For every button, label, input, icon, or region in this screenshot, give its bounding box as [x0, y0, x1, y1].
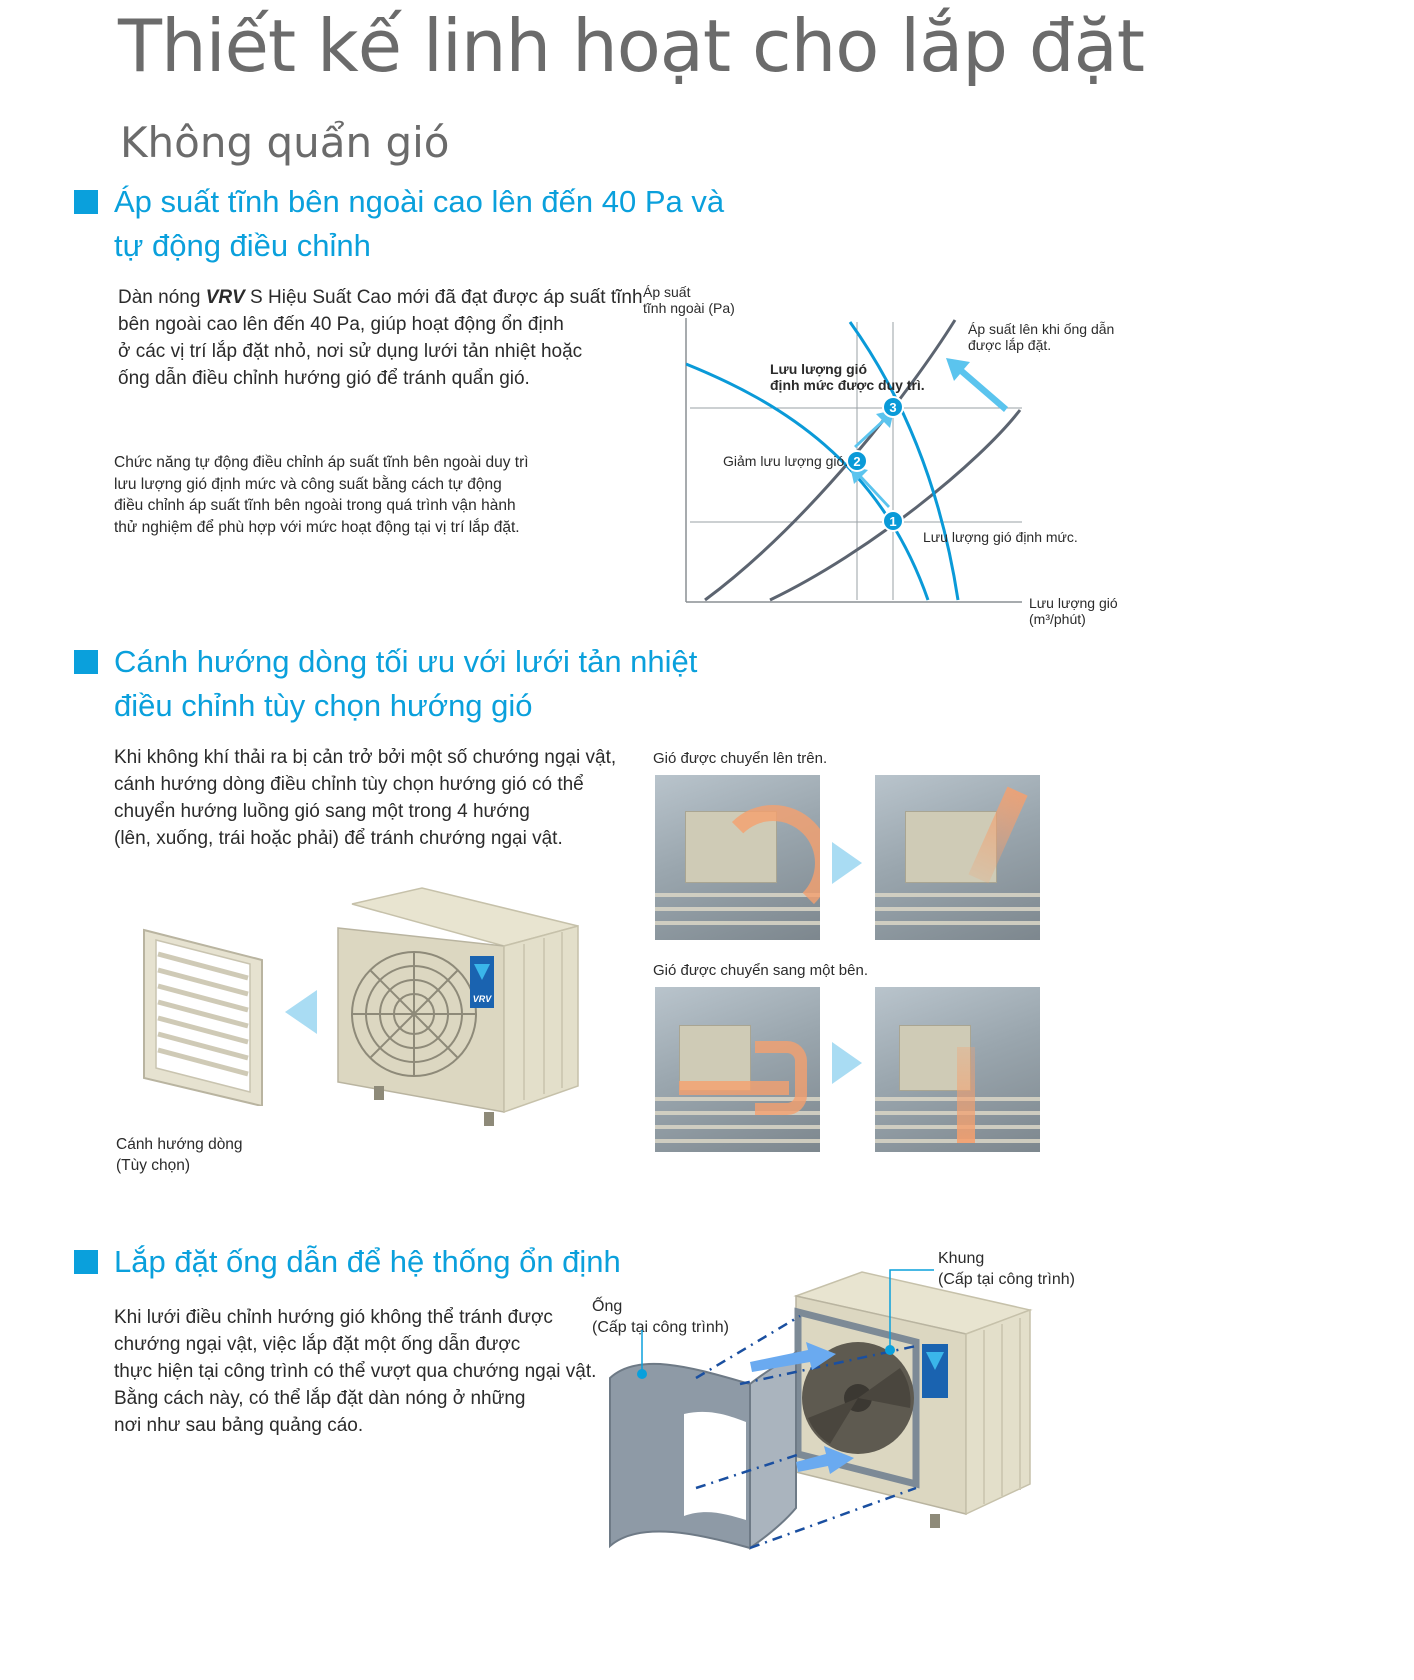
x-label-line2: (m³/phút)	[1029, 611, 1086, 627]
page-title: Thiết kế linh hoạt cho lắp đặt	[118, 4, 1144, 88]
section1-heading-line2: tự động điều chỉnh	[114, 228, 371, 263]
photo-side-after	[875, 987, 1040, 1152]
fan-grille	[352, 952, 476, 1076]
section-bullet-square	[74, 650, 98, 674]
graph-y-label	[643, 284, 735, 316]
section3-para-line4: Bằng cách này, có thể lắp đặt dàn nóng ở những	[114, 1388, 526, 1409]
section1-para-line1	[118, 284, 643, 311]
y-label-line2: tĩnh ngoài (Pa)	[643, 300, 735, 316]
section3-paragraph	[114, 1304, 596, 1439]
airflow-arrow-icon	[957, 1047, 975, 1143]
section1-paragraph	[118, 284, 643, 392]
arrow-right-icon	[830, 840, 864, 886]
point-2-label: 2	[853, 454, 861, 469]
duct-label-line2: được lắp đặt.	[968, 337, 1052, 353]
section2-para-line4: (lên, xuống, trái hoặc phải) để tránh chướng ngại vật.	[114, 828, 563, 849]
point-3-label: 3	[889, 400, 897, 415]
arrow-right-icon	[830, 1040, 864, 1086]
section1-note-line4: thử nghiệm để phù hợp với mức hoạt động tại vị trí lắp đặt.	[114, 518, 520, 536]
airflow-arrow-icon	[715, 805, 820, 921]
brand-vrv-text: VRV	[205, 287, 245, 308]
section1-para-line2: bên ngoài cao lên đến 40 Pa, giúp hoạt động ổn định	[118, 314, 564, 335]
section1-heading-line1: Áp suất tĩnh bên ngoài cao lên đến 40 Pa và	[114, 184, 725, 219]
x-label-line1: Lưu lượng gió	[1029, 595, 1118, 611]
page-subtitle: Không quẩn gió	[120, 118, 450, 167]
section1-para-line3: ở các vị trí lắp đặt nhỏ, nơi sử dụng lưới tản nhiệt hoặc	[118, 341, 583, 362]
para-prefix: Dàn nóng	[118, 287, 206, 308]
duct-label-line1: Ống	[592, 1298, 623, 1315]
up-caption: Gió được chuyển lên trên.	[653, 750, 828, 767]
section3-heading: Lắp đặt ống dẫn để hệ thống ổn định	[114, 1244, 621, 1279]
frame-label-line2: (Cấp tại công trình)	[938, 1271, 1075, 1288]
duct-installation-illustration	[600, 1258, 1040, 1558]
section3-para-line1: Khi lưới điều chỉnh hướng gió không thể tránh được	[114, 1307, 553, 1328]
arrow-1-to-2	[850, 466, 890, 508]
graph-reduce-label: Giảm lưu lượng gió.	[723, 453, 849, 469]
point-3	[883, 397, 903, 417]
section1-note-line1: Chức năng tự động điều chỉnh áp suất tĩnh bên ngoài duy trì	[114, 454, 529, 471]
section1-para-line4: ống dẫn điều chỉnh hướng gió để tránh quẩn gió.	[118, 368, 530, 389]
side-caption: Gió được chuyển sang một bên.	[653, 962, 868, 979]
section2-para-line3: chuyển hướng luồng gió sang một trong 4 hướng	[114, 801, 530, 822]
section3-para-line2: chướng ngại vật, việc lắp đặt một ống dẫn được	[114, 1334, 521, 1355]
graph-maintained-label	[770, 361, 925, 393]
point-1	[883, 511, 903, 531]
section1-heading	[114, 180, 724, 268]
section1-note	[114, 452, 529, 538]
y-label-line1: Áp suất	[643, 284, 691, 300]
graph-rated-label: Lưu lượng gió định mức.	[923, 529, 1078, 545]
photo-up-before	[655, 775, 820, 940]
section3-para-line3: thực hiện tại công trình có thể vượt qua chướng ngại vật.	[114, 1361, 597, 1382]
outdoor-unit-illustration	[334, 886, 584, 1131]
louver-caption	[116, 1134, 243, 1176]
section2-para-line1: Khi không khí thải ra bị cản trở bởi một số chướng ngại vật,	[114, 747, 617, 768]
maintained-line1: Lưu lượng gió	[770, 361, 868, 377]
photo-up-after	[875, 775, 1040, 940]
duct-label-line2: (Cấp tại công trình)	[592, 1319, 729, 1336]
duct-label-line1: Áp suất lên khi ống dẫn	[968, 321, 1115, 337]
louver-caption-line1: Cánh hướng dòng	[116, 1136, 243, 1153]
section1-note-line2: lưu lượng gió định mức và công suất bằng cách tự động	[114, 475, 502, 493]
louver-caption-line2: (Tùy chọn)	[116, 1157, 191, 1174]
section2-heading-line1: Cánh hướng dòng tối ưu với lưới tản nhiệt	[114, 644, 698, 679]
graph-x-label	[1029, 595, 1118, 627]
unit-model-text: VRV	[472, 994, 492, 1004]
section2-paragraph	[114, 744, 616, 852]
maintained-line2: định mức được duy trì.	[770, 377, 925, 393]
section-bullet-square	[74, 190, 98, 214]
section2-heading	[114, 640, 697, 728]
system-curve-normal	[770, 410, 1020, 600]
arrow-left-icon	[283, 988, 319, 1036]
frame-label-line1: Khung	[938, 1250, 985, 1267]
arrow-pressure-up	[946, 358, 1008, 412]
point-2	[847, 451, 867, 471]
section2-heading-line2: điều chỉnh tùy chọn hướng gió	[114, 688, 533, 723]
section3-para-line5: nơi như sau bảng quảng cáo.	[114, 1415, 364, 1436]
section2-para-line2: cánh hướng dòng điều chỉnh tùy chọn hướng gió có thể	[114, 774, 584, 795]
point-1-label: 1	[889, 514, 897, 529]
section-bullet-square	[74, 1250, 98, 1274]
louver-illustration	[140, 928, 266, 1106]
photo-side-before	[655, 987, 820, 1152]
graph-duct-label	[968, 321, 1114, 353]
para-line1-rest: S Hiệu Suất Cao mới đã đạt được áp suất tĩnh	[244, 287, 643, 308]
section1-note-line3: điều chỉnh áp suất tĩnh bên ngoài trong quá trình vận hành	[114, 497, 516, 514]
